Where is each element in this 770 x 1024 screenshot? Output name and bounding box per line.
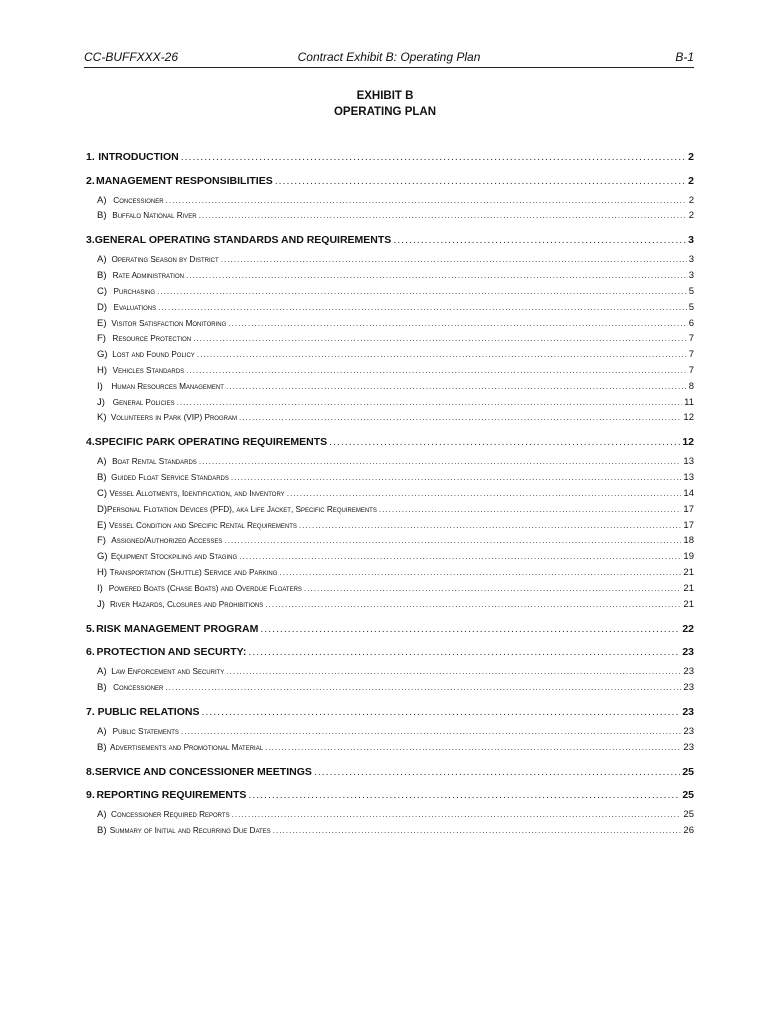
toc-label: Law Enforcement and Security	[111, 667, 225, 676]
toc-subsection[interactable]	[86, 195, 694, 209]
toc-section[interactable]	[86, 436, 694, 450]
toc-label: INTRODUCTION	[98, 151, 179, 163]
toc-subsection[interactable]	[86, 333, 694, 347]
dot-leader	[329, 436, 680, 448]
dot-leader	[197, 350, 687, 359]
toc-subsection[interactable]	[86, 210, 694, 224]
dot-leader	[265, 743, 681, 752]
toc-subsection[interactable]	[86, 318, 694, 332]
toc-label: Concessioner	[113, 195, 164, 205]
toc-label: Personal Flotation Devices (PFD), aka Life Jacket, Specific Requirements	[107, 504, 377, 514]
toc-page-number: 13	[683, 472, 694, 484]
dot-leader	[201, 706, 680, 718]
toc-label: Public Statements	[112, 726, 179, 736]
toc-number: E)	[97, 519, 107, 531]
page-number: B-1	[675, 50, 694, 64]
toc-number: B)	[97, 210, 107, 222]
dot-leader	[273, 826, 682, 835]
toc-subsection[interactable]	[86, 349, 694, 363]
plan-title: OPERATING PLAN	[333, 106, 436, 118]
toc-section[interactable]	[86, 789, 694, 803]
toc-page-number: 26	[683, 824, 694, 836]
toc-label: Volunteers in Park (VIP) Program	[110, 413, 237, 423]
toc-subsection[interactable]	[86, 472, 694, 486]
toc-label: SERVICE AND CONCESSIONER MEETINGS	[94, 765, 312, 778]
toc-page-number: 8	[688, 380, 694, 392]
toc-subsection[interactable]	[86, 726, 694, 740]
toc-page-number: 11	[684, 396, 694, 408]
toc-subsection[interactable]	[86, 742, 694, 756]
toc-page-number: 23	[682, 646, 694, 658]
toc-subsection[interactable]	[86, 809, 694, 823]
toc-label: REPORTING REQUIREMENTS	[96, 789, 247, 802]
toc-number: C)	[97, 487, 108, 499]
dot-leader	[304, 584, 682, 593]
dot-leader	[199, 457, 682, 466]
toc-number: H)	[97, 364, 108, 376]
toc-page-number: 17	[683, 519, 694, 531]
toc-page-number: 13	[683, 456, 694, 468]
dot-leader	[248, 789, 680, 801]
toc-subsection[interactable]	[86, 567, 694, 581]
toc-page-number: 5	[688, 301, 694, 313]
toc-subsection[interactable]	[86, 286, 694, 300]
dot-leader	[226, 382, 687, 391]
toc-page-number: 12	[683, 412, 694, 424]
toc-number: 2.	[86, 174, 95, 187]
dot-leader	[260, 623, 680, 635]
toc-page-number: 2	[688, 194, 694, 206]
toc-page-number: 7	[688, 349, 694, 361]
toc-section[interactable]	[86, 151, 694, 165]
toc-number: 6.	[86, 646, 95, 658]
page-header	[84, 50, 694, 68]
toc-number: D)	[97, 301, 108, 313]
toc-number: I)	[97, 582, 103, 594]
toc-number: J)	[97, 598, 105, 610]
dot-leader	[248, 646, 680, 658]
toc-number: A)	[97, 809, 107, 821]
toc-page-number: 18	[683, 535, 694, 547]
toc-page-number: 6	[688, 317, 694, 329]
toc-label: Concessioner	[113, 682, 164, 692]
toc-number: K)	[97, 412, 107, 424]
toc-label: Evaluations	[113, 302, 157, 312]
dot-leader	[265, 600, 681, 609]
toc-page-number: 23	[683, 725, 694, 737]
toc-number: G)	[97, 551, 108, 563]
toc-label: GENERAL OPERATING STANDARDS AND REQUIREMENTS	[94, 234, 392, 247]
toc-number: F)	[97, 333, 106, 345]
toc-subsection[interactable]	[86, 520, 694, 534]
toc-page-number: 17	[683, 503, 694, 515]
toc-number: 3.	[86, 234, 95, 247]
dot-leader	[186, 271, 687, 280]
toc-label: Concessioner Required Reports	[111, 810, 230, 820]
toc-page-number: 25	[683, 809, 694, 821]
toc-subsection[interactable]	[86, 535, 694, 549]
toc-label: Vehicles Standards	[112, 365, 185, 375]
toc-subsection[interactable]	[86, 583, 694, 597]
toc-number: B)	[97, 270, 107, 282]
toc-number: B)	[97, 681, 107, 693]
toc-subsection[interactable]	[86, 599, 694, 613]
toc-subsection[interactable]	[86, 254, 694, 268]
toc-number: A)	[97, 194, 107, 206]
toc-subsection[interactable]	[86, 397, 694, 411]
toc-subsection[interactable]	[86, 412, 694, 426]
dot-leader	[379, 505, 682, 514]
toc-label: Assigned/Authorized Accesses	[111, 536, 223, 546]
dot-leader	[158, 303, 687, 312]
toc-number: B)	[97, 824, 107, 836]
toc-label: Human Resources Management	[111, 381, 224, 391]
dot-leader	[314, 766, 680, 778]
toc-label: Equipment Stockpiling and Staging	[110, 552, 238, 562]
dot-leader	[393, 234, 686, 246]
toc-label: Summary of Initial and Recurring Due Dates	[109, 825, 271, 835]
toc-section[interactable]	[86, 646, 694, 660]
toc-section[interactable]	[86, 766, 694, 780]
toc-page-number: 2	[688, 151, 694, 163]
header-title: Contract Exhibit B: Operating Plan	[297, 50, 481, 64]
dot-leader	[177, 398, 683, 407]
toc-number: E)	[97, 317, 107, 329]
toc-label: Powered Boats (Chase Boats) and Overdue Floaters	[108, 583, 302, 593]
toc-label: Purchasing	[113, 286, 156, 296]
toc-number: H)	[97, 566, 108, 578]
toc-label: SPECIFIC PARK OPERATING REQUIREMENTS	[94, 436, 328, 449]
toc-number: B)	[97, 472, 107, 484]
toc-label: Transportation (Shuttle) Service and Parking	[109, 567, 278, 577]
toc-number: F)	[97, 535, 106, 547]
dot-leader	[279, 568, 681, 577]
toc-page-number: 25	[682, 789, 694, 802]
toc-page-number: 21	[683, 566, 694, 578]
toc-subsection[interactable]	[86, 456, 694, 470]
dot-leader	[224, 536, 681, 545]
dot-leader	[226, 667, 681, 676]
dot-leader	[157, 287, 687, 296]
toc-subsection[interactable]	[86, 551, 694, 565]
dot-leader	[193, 334, 687, 343]
toc-label: Buffalo National River	[112, 211, 197, 221]
toc-page-number: 23	[683, 681, 694, 693]
toc-subsection[interactable]	[86, 302, 694, 316]
dot-leader	[199, 211, 687, 220]
toc-subsection[interactable]	[86, 666, 694, 680]
toc-label: Lost and Found Policy	[112, 350, 195, 360]
toc-label: River Hazards, Closures and Prohibitions	[110, 599, 264, 609]
toc-label: PROTECTION AND SECURTY:	[96, 646, 247, 658]
toc-number: 9.	[86, 789, 95, 802]
toc-page-number: 14	[683, 487, 694, 499]
toc-number: B)	[97, 741, 107, 753]
toc-page-number: 21	[683, 582, 694, 594]
toc-page-number: 19	[683, 551, 694, 563]
dot-leader	[181, 151, 686, 163]
toc-number: C)	[97, 285, 108, 297]
toc-label: MANAGEMENT RESPONSIBILITIES	[95, 174, 273, 187]
toc-page-number: 3	[688, 234, 694, 247]
toc-page-number: 23	[683, 741, 694, 753]
toc-page-number: 2	[688, 210, 694, 222]
toc-section[interactable]	[86, 175, 694, 189]
toc-label: PUBLIC RELATIONS	[97, 705, 200, 718]
toc-subsection[interactable]	[86, 682, 694, 696]
dot-leader	[232, 810, 682, 819]
toc-label: Visitor Satisfaction Monitoring	[111, 318, 227, 328]
toc-number: A)	[97, 725, 107, 737]
toc-subsection[interactable]	[86, 270, 694, 284]
toc-number: A)	[97, 456, 107, 468]
toc-page-number: 22	[682, 622, 694, 635]
toc-page-number: 23	[682, 705, 694, 718]
toc-page-number: 7	[688, 364, 694, 376]
toc-section[interactable]	[86, 623, 694, 637]
toc-number: I)	[97, 380, 103, 392]
toc-label: Rate Administration	[112, 271, 184, 281]
toc-subsection[interactable]	[86, 488, 694, 502]
toc-subsection[interactable]	[86, 365, 694, 379]
toc-label: Vessel Allotments, Identification, and Inventory	[109, 488, 285, 498]
toc-number: 1.	[86, 151, 95, 163]
toc-label: Resource Protection	[112, 334, 192, 344]
toc-number: 8.	[86, 765, 95, 778]
toc-page-number: 23	[683, 666, 694, 677]
dot-leader	[165, 683, 681, 692]
dot-leader	[221, 255, 687, 264]
toc-page-number: 25	[682, 765, 694, 778]
toc-page-number: 3	[688, 270, 694, 282]
toc-subsection[interactable]	[86, 825, 694, 839]
toc-label: RISK MANAGEMENT PROGRAM	[96, 622, 259, 635]
toc-label: Advertisements and Promotional Material	[110, 742, 264, 752]
toc-number: A)	[97, 666, 107, 677]
dot-leader	[275, 175, 686, 187]
toc-section[interactable]	[86, 234, 694, 248]
toc-label: Vessel Condition and Specific Rental Requirements	[108, 520, 297, 530]
toc-label: Guided Float Service Standards	[111, 473, 229, 483]
toc-number: 4.	[86, 436, 95, 449]
toc-number: D)	[97, 503, 108, 515]
toc-number: J)	[97, 396, 105, 408]
dot-leader	[228, 319, 686, 328]
toc-page-number: 7	[688, 333, 694, 345]
dot-leader	[166, 196, 687, 205]
toc-section[interactable]	[86, 706, 694, 720]
dot-leader	[186, 366, 687, 375]
toc-page-number: 12	[682, 436, 694, 449]
toc-number: A)	[97, 254, 107, 266]
dot-leader	[287, 489, 682, 498]
toc-page-number: 2	[688, 174, 694, 187]
toc-subsection[interactable]	[86, 381, 694, 395]
toc-page-number: 21	[683, 598, 694, 610]
toc-number: 5.	[86, 622, 95, 635]
dot-leader	[299, 521, 682, 530]
dot-leader	[181, 727, 681, 736]
toc-label: Operating Season by District	[111, 255, 219, 265]
toc-label: General Policies	[112, 397, 175, 407]
contract-number: CC-BUFFXXX-26	[84, 50, 179, 64]
dot-leader	[239, 552, 681, 561]
toc-label: Boat Rental Standards	[112, 457, 197, 467]
toc-page-number: 5	[688, 285, 694, 297]
toc-subsection[interactable]	[86, 504, 694, 518]
toc-page-number: 3	[688, 254, 694, 266]
dot-leader	[231, 473, 682, 482]
toc-number: G)	[97, 349, 108, 361]
toc-number: 7.	[86, 705, 95, 718]
dot-leader	[239, 413, 681, 422]
exhibit-title: EXHIBIT B	[356, 90, 414, 102]
